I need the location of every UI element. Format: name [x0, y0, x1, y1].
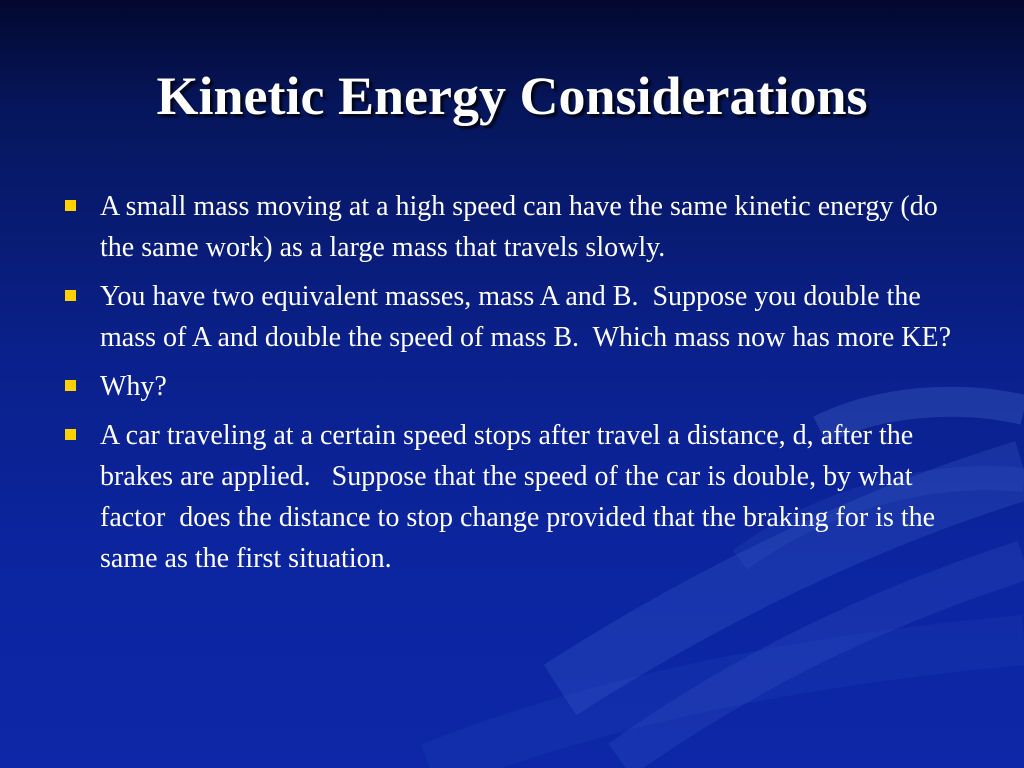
bullet-text: Why? — [100, 371, 167, 402]
bullet-list — [62, 186, 952, 587]
bullet-item — [62, 415, 952, 579]
bullet-item — [62, 186, 952, 268]
bullet-text: A small mass moving at a high speed can have the same kinetic energy (do the same work) as a large mass that travels slowly. — [100, 191, 945, 263]
bullet-square-icon — [65, 290, 76, 301]
bullet-text: A car traveling at a certain speed stops after travel a distance, d, after the brakes are applied. Suppose that the speed of the car is double, by what factor does the distance to stop change provided that the braking for is the same as the first situation. — [100, 420, 943, 574]
bullet-square-icon — [65, 380, 76, 391]
bullet-item — [62, 276, 952, 358]
bullet-item — [62, 366, 952, 407]
bullet-square-icon — [65, 200, 76, 211]
bullet-square-icon — [65, 429, 76, 440]
slide-title: Kinetic Energy Considerations — [156, 66, 868, 126]
bullet-text: You have two equivalent masses, mass A and B. Suppose you double the mass of A and double the speed of mass B. Which mass now has more KE? — [100, 281, 952, 353]
